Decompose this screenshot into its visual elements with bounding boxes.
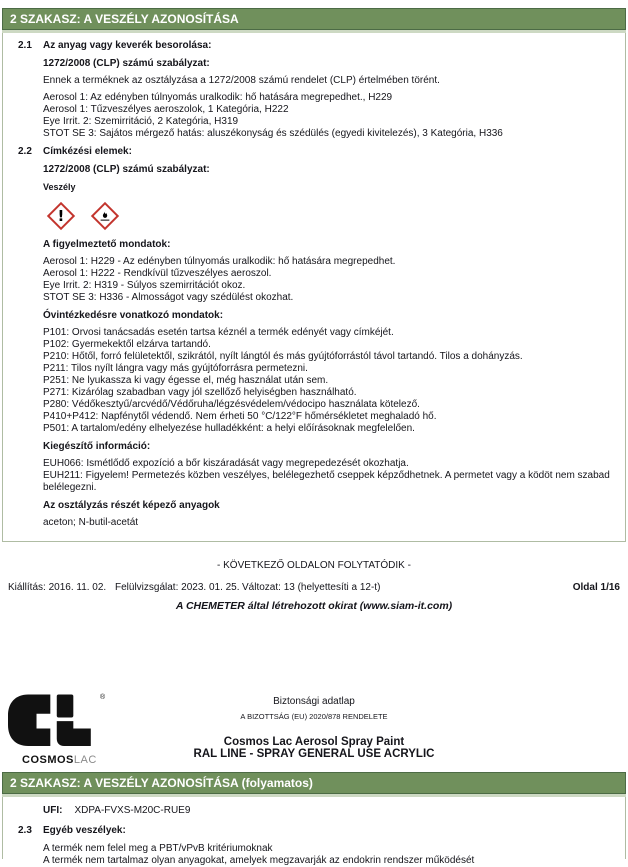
footer-issued-date: Kiállítás: 2016. 11. 02. [8, 582, 107, 593]
footer-version: Változat: 13 (helyettesíti a 12-t) [242, 582, 381, 593]
classification-line: STOT SE 3: Sajátos mérgező hatás: aluszékonyság és szédülés (egyedi kivitelezés), 3 Kategória, H336 [43, 128, 503, 139]
regulation-reference: A BIZOTTSÁG (EU) 2020/878 RENDELETE [240, 712, 388, 721]
product-name-line2: RAL LINE - SPRAY GENERAL USE ACRYLIC [193, 748, 435, 760]
cosmoslac-logo [8, 694, 104, 766]
document-type: Biztonsági adatlap [273, 696, 355, 707]
section-2-continued-content-box [2, 797, 626, 866]
hazard-statement-line: Aerosol 1: H222 - Rendkívül tűzveszélyes aeroszol. [43, 268, 272, 279]
precautionary-statement-line: P501: A tartalom/edény elhelyezése hulladékként: a helyi előírásoknak megfelelően. [43, 423, 415, 434]
precautionary-statement-line: P410+P412: Napfénytől védendő. Nem érheti 50 °C/122°F hőmérsékletet meghaladó hő. [43, 411, 437, 422]
registered-trademark-symbol: ® [100, 694, 106, 701]
subsection-2-1-title: Az anyag vagy keverék besorolása: [43, 40, 212, 51]
cosmoslac-logo-mark [8, 694, 100, 752]
subsection-2-2-number: 2.2 [18, 146, 32, 157]
precautionary-statement-line: P271: Kizárólag szabadban vagy jól szellőző helyiségben használható. [43, 387, 357, 398]
classification-line: Eye Irrit. 2: Szemirritáció, 2 Kategória, H319 [43, 116, 239, 127]
classification-list [43, 92, 617, 140]
section-2-continued-header-bar [2, 772, 626, 794]
precautionary-statements-title: Óvintézkedésre vonatkozó mondatok: [43, 310, 224, 321]
product-name-line1: Cosmos Lac Aerosol Spray Paint [223, 736, 405, 748]
clp-regulation-heading-1: 1272/2008 (CLP) számú szabályzat: [43, 58, 210, 69]
logo-text-lac: LAC [73, 754, 97, 766]
footer-page-number: Oldal 1/16 [572, 582, 620, 593]
page-break-gap [0, 612, 628, 692]
clp-regulation-heading-2: 1272/2008 (CLP) számú szabályzat: [43, 164, 210, 175]
section-2-title: 2 SZAKASZ: A VESZÉLY AZONOSÍTÁSA [10, 12, 239, 26]
subsection-2-2 [3, 146, 617, 158]
precautionary-statement-line: P102: Gyermekektől elzárva tartandó. [43, 339, 211, 350]
precautionary-statement-line: P280: Védőkesztyű/arcvédő/Védőruha/légzésvédelem/védocipo használata kötelező. [43, 399, 420, 410]
page-footer [8, 582, 620, 594]
subsection-2-3-title: Egyéb veszélyek: [43, 825, 126, 836]
classification-line: Aerosol 1: Az edényben túlnyomás uralkodik: hő hatására megrepedhet., H229 [43, 92, 393, 103]
exclamation-glyph: ! [57, 206, 65, 225]
ufi-label: UFI: [43, 805, 63, 816]
subsection-2-3-number: 2.3 [18, 825, 32, 836]
hazard-statement-line: Aerosol 1: H229 - Az edényben túlnyomás uralkodik: hő hatására megrepedhet. [43, 256, 396, 267]
ghs-pictogram-row [51, 203, 617, 229]
subsection-2-2-title: Címkézési elemek: [43, 146, 132, 157]
other-hazard-line: A termék nem felel meg a PBT/vPvB kritériumoknak [43, 843, 273, 854]
generator-credit: A CHEMETER által létrehozott okirat (www.siam-it.com) [175, 600, 453, 612]
other-hazard-line: A termék nem tartalmaz olyan anyagokat, amelyek megzavarják az endokrin rendszer működését [43, 855, 475, 866]
other-hazards-list [43, 843, 617, 867]
section-2-header-bar [2, 8, 626, 30]
hazard-statement-line: Eye Irrit. 2: H319 - Súlyos szemirritációt okoz. [43, 280, 246, 291]
precautionary-statement-line: P211: Tilos nyílt lángra vagy más gyújtóforrásra permetezni. [43, 363, 308, 374]
supplementary-info-line: EUH211: Figyelem! Permetezés közben veszélyes, belélegezhető cseppek képződhetnek. A permetet vagy a ködöt nem szabad belélegezni. [43, 470, 610, 493]
subsection-2-3 [3, 825, 617, 837]
flame-glyph [98, 209, 112, 223]
page2-header [0, 692, 628, 772]
classification-intro: Ennek a terméknek az osztályzása a 1272/2008 számú rendelet (CLP) értelmében törént. [43, 75, 440, 86]
precautionary-statement-line: P210: Hőtől, forró felületektől, szikrától, nyílt lángtól és más gyújtóforrástól távol tartandó. Tilos a dohányzás. [43, 351, 523, 362]
signal-word: Veszély [43, 182, 76, 192]
cosmoslac-logo-text [22, 694, 106, 766]
precautionary-statement-line: P251: Ne lyukassza ki vagy égesse el, még használat után sem. [43, 375, 329, 386]
ghs02-flame-icon [91, 202, 119, 230]
supplementary-info-line: EUH066: Ismétlődő expozíció a bőr kiszáradását vagy megrepedezését okozhatja. [43, 458, 409, 469]
classification-line: Aerosol 1: Tűzveszélyes aeroszolok, 1 Kategória, H222 [43, 104, 289, 115]
continues-next-page-note: - KÖVETKEZŐ OLDALON FOLYTATÓDIK - [217, 560, 411, 571]
subsection-2-1-number: 2.1 [18, 40, 32, 51]
footer-revision-date: Felülvizsgálat: 2023. 01. 25. [115, 582, 240, 593]
hazard-statements-list [43, 256, 617, 304]
supplementary-info-list [43, 458, 617, 494]
warning-statements-title: A figyelmeztető mondatok: [43, 239, 171, 250]
section-2-content-box [2, 33, 626, 542]
precautionary-statement-line: P101: Orvosi tanácsadás esetén tartsa kéznél a termék edényét vagy címkéjét. [43, 327, 394, 338]
supplementary-info-title: Kiegészítő információ: [43, 441, 151, 452]
ufi-value: XDPA-FVXS-M20C-RUE9 [74, 805, 191, 816]
classified-substances: aceton; N-butil-acetát [43, 517, 139, 528]
logo-text-cosmos: COSMOS [22, 754, 74, 766]
precautionary-statements-list [43, 327, 617, 435]
section-2-continued-title: 2 SZAKASZ: A VESZÉLY AZONOSÍTÁSA (folyamatos) [10, 776, 313, 790]
ufi-row [43, 805, 617, 817]
classified-substances-title: Az osztályzás részét képező anyagok [43, 500, 220, 511]
subsection-2-1 [3, 40, 617, 52]
hazard-statement-line: STOT SE 3: H336 - Almosságot vagy szédülést okozhat. [43, 292, 294, 303]
ghs07-exclamation-mark-icon [47, 202, 75, 230]
